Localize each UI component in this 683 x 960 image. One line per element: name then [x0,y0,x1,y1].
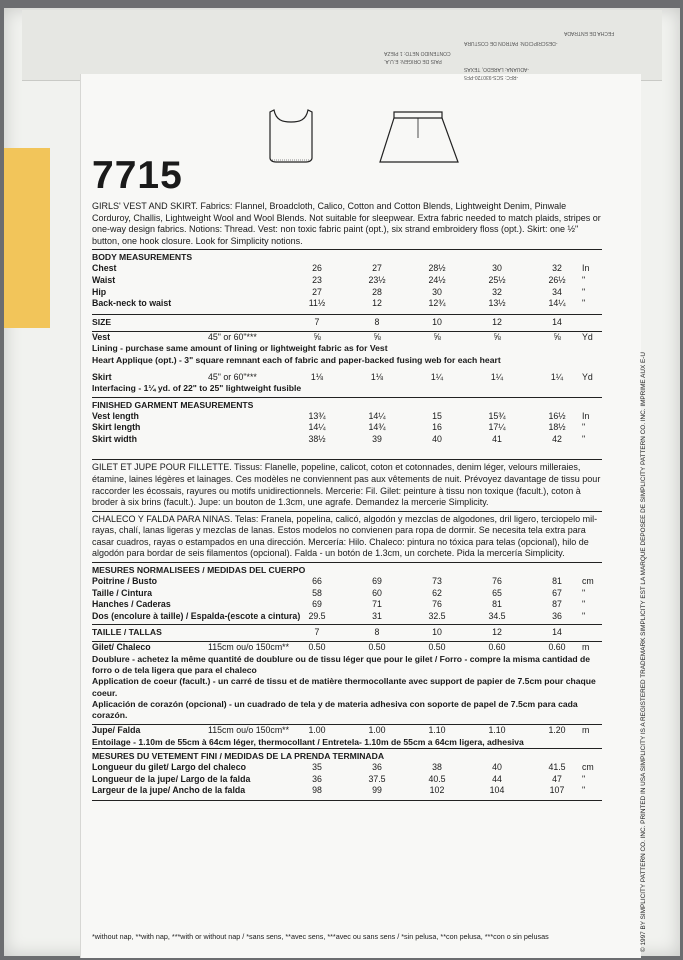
jupe-label: Jupe/ Falda [92,725,141,736]
measurement-cell: 58 [312,587,322,598]
body-measurements-heading: BODY MEASUREMENTS [92,249,602,263]
measurement-cell: 39 [372,433,382,444]
size-cell: 10 [432,627,442,638]
measurement-cell: 28 [372,286,382,297]
skirt-fabric-width: 45" or 60"*** [208,371,257,382]
measurement-cell: 36 [312,773,322,784]
customs-line: -RFC: SCS-930720-PF5 [464,74,519,80]
measurement-cell: 12¾ [428,298,446,309]
metric-finished-heading: MESURES DU VETEMENT FINI / MEDIDAS DE LA PRENDA TERMINADA [92,748,602,762]
measurement-cell: 14¼ [368,410,386,421]
measurement-cell: 31 [372,610,382,621]
gilet-yardage-row [92,642,602,654]
measurement-cell: 40.5 [428,773,446,784]
divider [92,511,602,512]
measurement-cell: 12 [372,298,382,309]
vest-yardage-cell: ⅝ [553,331,561,342]
heart-applique-note: Heart Applique (opt.) - 3" square remnant each of fabric and paper-backed fusing web for each heart [92,354,501,365]
measurement-cell: 14¾ [368,422,386,433]
size-label: SIZE [92,316,112,327]
gilet-label: Gilet/ Chaleco [92,642,151,653]
gilet-fabric-width: 115cm ou/o 150cm** [208,642,290,653]
measurement-cell: 66 [312,576,322,587]
measurement-cell: 16 [432,422,442,433]
size-cell: 7 [314,316,320,327]
measurement-cell: 47 [552,773,562,784]
gilet-yardage-cell: 0.60 [488,642,506,653]
jupe-yardage-cell: 1.00 [368,725,386,736]
measurement-cell: 69 [372,576,382,587]
measurement-label: Dos (encolure à taille) / Espalda-(escote a cintura) [92,610,301,621]
skirt-yardage-cell: 1⅛ [370,371,384,382]
measurement-row [92,774,602,786]
measurement-cell: 13¾ [308,410,326,421]
measurement-cell: 34 [552,286,562,297]
metric-body-heading: MESURES NORMALISEES / MEDIDAS DEL CUERPO [92,562,602,576]
measurement-cell: 15 [432,410,442,421]
measurement-cell: 34.5 [488,610,506,621]
size-cell: 14 [552,627,562,638]
measurement-row [92,263,602,275]
skirt-yardage-cell: 1¼ [430,371,444,382]
customs-label-strip [154,26,634,88]
jupe-fabric-width: 115cm ou/o 150cm** [208,725,290,736]
jupe-yardage-row [92,725,602,737]
measurement-cell: 29.5 [308,610,326,621]
measurement-cell: 44 [492,773,502,784]
skirt-yardage-cell: 1⅛ [310,371,324,382]
gilet-yardage-cell: 0.50 [368,642,386,653]
jupe-yardage-cell: 1.10 [428,725,446,736]
measurement-cell: 18½ [548,422,566,433]
size-cell: 8 [374,316,380,327]
measurement-label: Poitrine / Busto [92,576,158,587]
skirt-yardage-cell: 1¼ [490,371,504,382]
finished-measurements-heading: FINISHED GARMENT MEASUREMENTS [92,397,602,411]
measurement-cell: 23 [312,274,322,285]
measurement-unit: cm [582,576,594,587]
measurement-label: Hip [92,286,107,297]
measurement-label: Waist [92,274,116,285]
measurement-label: Skirt width [92,433,137,444]
size-cell: 12 [492,627,502,638]
measurement-unit: " [582,773,586,784]
skirt-label: Skirt [92,371,112,382]
measurement-row [92,762,602,774]
measurement-cell: 17¼ [488,422,506,433]
measurement-cell: 42 [552,433,562,444]
measurement-cell: 15¾ [488,410,506,421]
measurement-cell: 14¼ [308,422,326,433]
measurement-cell: 26½ [548,274,566,285]
measurement-cell: 30 [432,286,442,297]
pattern-envelope [4,8,680,956]
doublure-note: Doublure - achetez la même quantité de doublure ou de tissu léger que pour le gilet / Forro - compre la misma cantidad de forro o de tela ligera que para el chaleco [92,654,591,676]
measurement-cell: 60 [372,587,382,598]
french-description: GILET ET JUPE POUR FILLETTE. Tissus: Flanelle, popeline, calicot, coton et cotonnades, denim léger, velours milleraies, étamine, laines légères et lainages. Ces modèles ne conviennent pas aux vêtements de nuit. Prévoyez davantage de tissu pour raccorder les écossais, rayures ou motifs unidirectionnels. Mercerie: Fil. Gilet: peinture à tissu non toxique (facult.), coton à broder à six brins (facult.). Jupe: un bouton de 1.3cm, une agrafe. Demandez la mercerie Simplicity. [92,462,601,508]
vest-yardage-cell: ⅝ [373,331,381,342]
gilet-yardage-cell: 0.60 [548,642,566,653]
metric-size-label: TAILLE / TALLAS [92,627,162,638]
measurement-cell: 76 [432,599,442,610]
jupe-yardage-cell: 1.20 [548,725,566,736]
measurement-cell: 71 [372,599,382,610]
interfacing-note: Interfacing - 1¼ yd. of 22" to 25" lightweight fusible [92,383,302,394]
unit: m [582,725,590,736]
measurement-unit: " [582,785,586,796]
measurement-cell: 25½ [488,274,506,285]
measurement-cell: 40 [432,433,442,444]
vest-back-sketch [266,106,316,168]
gilet-yardage-cell: 0.50 [308,642,326,653]
measurement-cell: 37.5 [368,773,386,784]
unit: m [582,642,590,653]
measurement-row [92,422,602,434]
measurement-cell: 67 [552,587,562,598]
customs-line: -ADUANA: LAREDO, TEXAS [464,66,529,72]
size-cell: 8 [374,627,380,638]
vest-yardage-row [92,332,602,344]
application-fr-note: Application de coeur (facult.) - un carré de tissu et de matière thermocollante avec support de papier de 7.5cm pour chaque coeur. [92,676,596,698]
measurement-cell: 81 [552,576,562,587]
jupe-yardage-cell: 1.10 [488,725,506,736]
measurement-unit: " [582,599,586,610]
unit: Yd [582,371,593,382]
measurement-row [92,411,602,423]
measurement-cell: 98 [312,785,322,796]
metric-size-row [92,627,602,638]
application-es-note: Aplicación de corazón (opcional) - un cuadrado de tela y de materia adhesiva con soporte de papel de 7.5cm para cada corazón. [92,698,578,721]
jupe-yardage-cell: 1.00 [308,725,326,736]
measurement-row [92,287,602,299]
measurement-unit: " [582,422,586,433]
measurement-cell: 41 [492,433,502,444]
measurement-unit: " [582,286,586,297]
measurement-cell: 40 [492,762,502,773]
measurement-cell: 27 [312,286,322,297]
measurement-cell: 38 [432,762,442,773]
measurement-row [92,588,602,600]
measurement-label: Longueur de la jupe/ Largo de la falda [92,773,251,784]
measurement-cell: 69 [312,599,322,610]
measurement-row [92,434,602,446]
measurement-cell: 62 [432,587,442,598]
measurement-cell: 23½ [368,274,386,285]
measurement-label: Longueur du gilet/ Largo del chaleco [92,762,246,773]
measurement-unit: " [582,274,586,285]
measurement-row [92,611,602,623]
customs-line: -DESCRIPCION: PATRON DE COSTURA [464,40,558,46]
measurement-cell: 99 [372,785,382,796]
body-measurements-table [92,263,602,309]
measurement-label: Hanches / Caderas [92,599,171,610]
measurement-cell: 81 [492,599,502,610]
copyright-side-text: © 1997 BY SIMPLICITY PATTERN CO. INC. PRINTED IN USA SIMPLICITY IS A REGISTERED TRADEMARK SIMPLICITY EST LA MARQUE DEPOSEE DE SIMPLICITY PATTERN CO. INC. IMPRIME AUX E-U [640,352,647,952]
customs-line: CONTENIDO NETO: 1 PIEZA [384,50,451,56]
vest-fabric-width: 45" or 60"*** [208,331,257,342]
measurement-cell: 107 [549,785,565,796]
measurement-row [92,275,602,287]
measurement-label: Back-neck to waist [92,298,172,309]
customs-line: PAIS DE ORIGEN: E.U.A. [384,58,442,64]
measurement-unit: In [582,410,590,421]
measurement-cell: 27 [372,263,382,274]
measurement-cell: 32.5 [428,610,446,621]
divider [92,459,602,460]
divider [92,800,602,801]
measurement-label: Vest length [92,410,139,421]
measurement-unit: " [582,433,586,444]
skirt-yardage-cell: 1¼ [550,371,564,382]
measurement-cell: 36 [372,762,382,773]
measurement-cell: 24½ [428,274,446,285]
measurement-unit: cm [582,762,594,773]
measurement-cell: 41.5 [548,762,566,773]
metric-body-table [92,576,602,622]
measurement-cell: 30 [492,263,502,274]
measurement-cell: 11½ [308,298,326,309]
tape-strip [4,148,50,328]
lining-note: Lining - purchase same amount of lining or lightweight fabric as for Vest [92,343,388,354]
measurement-cell: 26 [312,263,322,274]
english-description: GIRLS' VEST AND SKIRT. Fabrics: Flannel, Broadcloth, Calico, Cotton and Cotton Blends, Lightweight Denim, Pinwale Corduroy, Challis, Lightweight Wool and Wool Blends. Not suitable for sleepwear. Extra fabric needed to match plaids, stripes or one-way design fabrics. Notions: Thread. Vest: non toxic fabric paint (opt.), six strand embroidery floss (opt.). Skirt: one ½" button, one hook closure. Look for Simplicity notions. [92,201,601,246]
measurement-label: Chest [92,263,117,274]
entoilage-note: Entoilage - 1.10m de 55cm à 64cm léger, thermocollant / Entretela- 1.10m de 55cm a 64cm ligera, adhesiva [92,736,524,747]
measurement-row [92,785,602,797]
metric-finished-table [92,762,602,797]
measurement-unit: In [582,263,590,274]
measurement-cell: 102 [429,785,445,796]
skirt-back-sketch [376,108,462,168]
measurement-cell: 13½ [488,298,506,309]
measurement-row [92,576,602,588]
size-cell: 14 [552,316,562,327]
measurement-cell: 65 [492,587,502,598]
unit: Yd [582,331,593,342]
finished-measurements-table [92,411,602,446]
measurement-cell: 104 [489,785,505,796]
measurement-unit: " [582,610,586,621]
skirt-yardage-row [92,372,602,384]
measurement-cell: 87 [552,599,562,610]
measurement-cell: 73 [432,576,442,587]
measurement-cell: 28½ [428,263,446,274]
pattern-number: 7715 [92,154,183,197]
spanish-description: CHALECO Y FALDA PARA NINAS. Telas: Franela, popelina, calicó, algodón y mezclas de algodones, dril ligero, terciopelo mil-rayas, chalí, lanas ligeras y mezclas de lanas. Estos modelos no convienen para ropa de dormir. Se necesita tela extra para casar cuadros, rayas o estampados en una dirección. Mercería: Hilo. Chaleco: pintura no tóxica para telas (opcional), hilo de algodón para bordar de seis filamentos (opcional). Falda - un botón de 1.3cm, un corchete. Pida la mercería Simplicity. [92,513,598,559]
measurement-unit: " [582,587,586,598]
customs-line: FECHA DE ENTRADA [564,30,615,36]
measurement-cell: 32 [552,263,562,274]
size-cell: 10 [432,316,442,327]
vest-yardage-cell: ⅝ [493,331,501,342]
size-row [92,317,602,328]
measurement-row [92,298,602,310]
vest-yardage-cell: ⅝ [313,331,321,342]
measurement-unit: " [582,298,586,309]
measurement-label: Skirt length [92,422,141,433]
measurement-cell: 14¼ [548,298,566,309]
measurement-row [92,599,602,611]
measurement-cell: 38½ [308,433,326,444]
measurement-cell: 32 [492,286,502,297]
nap-footnote: *without nap, **with nap, ***with or without nap / *sans sens, **avec sens, ***avec ou sans sens / *sin pelusa, **con pelusa, ***con o sin pelusas [92,932,549,941]
measurement-content [92,201,602,801]
measurement-cell: 76 [492,576,502,587]
size-cell: 7 [314,627,320,638]
measurement-cell: 16½ [548,410,566,421]
measurement-cell: 36 [552,610,562,621]
measurement-label: Taille / Cintura [92,587,152,598]
vest-label: Vest [92,331,111,342]
size-cell: 12 [492,316,502,327]
gilet-yardage-cell: 0.50 [428,642,446,653]
vest-yardage-cell: ⅝ [433,331,441,342]
measurement-label: Largeur de la jupe/ Ancho de la falda [92,785,246,796]
measurement-cell: 35 [312,762,322,773]
